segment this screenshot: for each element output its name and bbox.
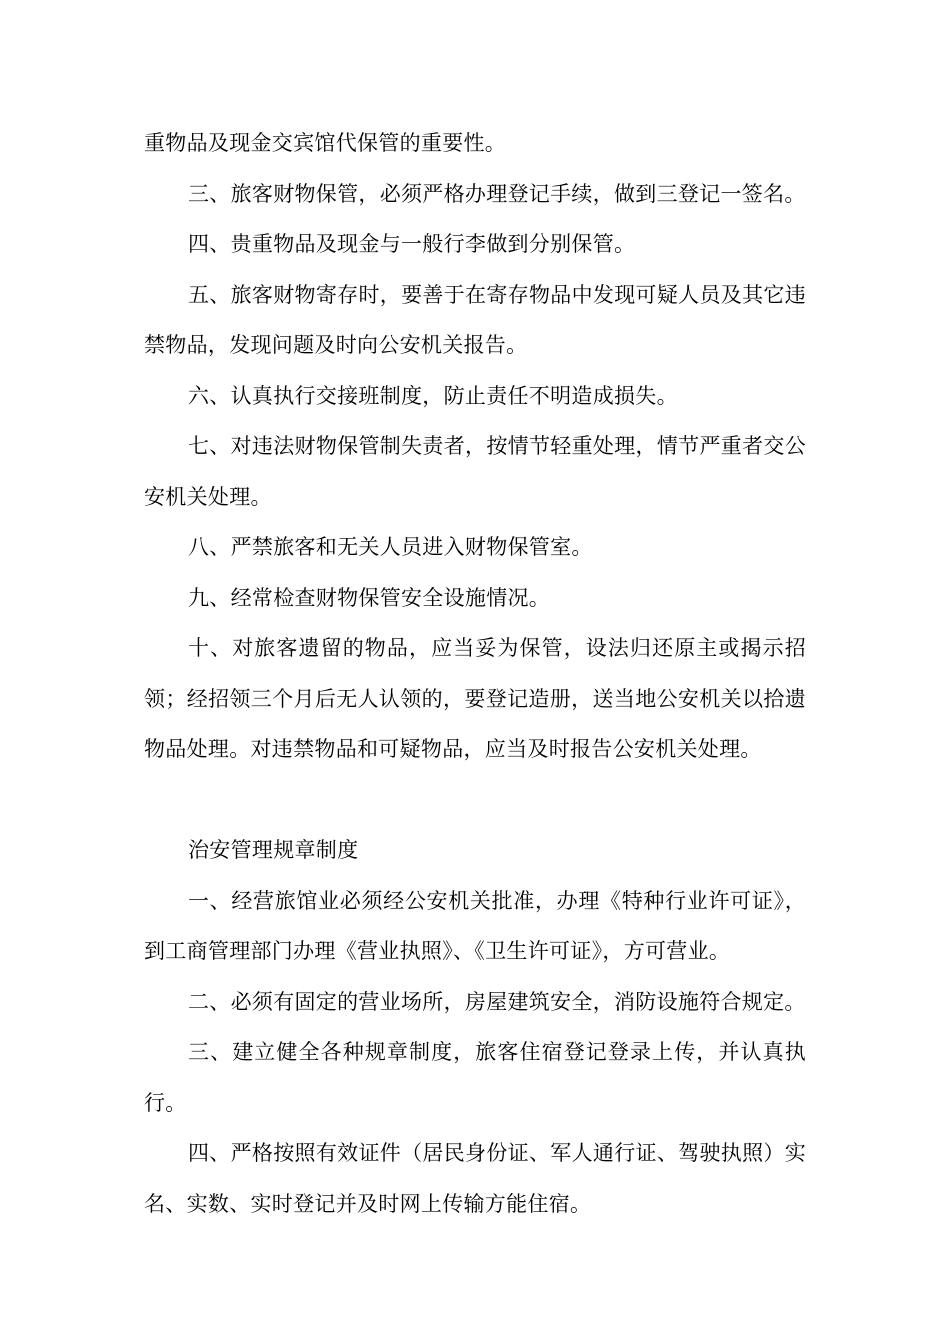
paragraph-item-10: 十、对旅客遗留的物品，应当妥为保管，设法归还原主或揭示招领；经招领三个月后无人认领的，要登记造册，送当地公安机关以拾遗物品处理。对违禁物品和可疑物品，应当及时报告公安机关处理。: [144, 636, 806, 761]
paragraph-item-7: 七、对违法财物保管制失责者，按情节轻重处理，情节严重者交公安机关处理。: [144, 434, 806, 509]
paragraph-item-4: 四、贵重物品及现金与一般行李做到分别保管。: [188, 232, 636, 256]
section-spacer: [144, 775, 806, 826]
paragraph-continuation: 重物品及现金交宾馆代保管的重要性。: [144, 131, 507, 155]
regulation-item-2: 二、必须有固定的营业场所，房屋建筑安全，消防设施符合规定。: [188, 989, 806, 1014]
paragraph-item-8: 八、严禁旅客和无关人员进入财物保管室。: [188, 535, 593, 559]
paragraph-item-5: 五、旅客财物寄存时，要善于在寄存物品中发现可疑人员及其它违禁物品，发现问题及时向公安机关报告。: [144, 282, 806, 357]
paragraph-item-6: 六、认真执行交接班制度，防止责任不明造成损失。: [188, 383, 678, 408]
regulation-item-4: 四、严格按照有效证件（居民身份证、军人通行证、驾驶执照）实名、实数、实时登记并及时网上传输方能住宿。: [144, 1141, 806, 1216]
regulation-item-3: 三、建立健全各种规章制度，旅客住宿登记登录上传，并认真执行。: [144, 1040, 806, 1115]
paragraph-item-3: 三、旅客财物保管，必须严格办理登记手续，做到三登记一签名。: [188, 181, 806, 206]
regulation-item-1: 一、经营旅馆业必须经公安机关批准，办理《特种行业许可证》，到工商管理部门办理《营业执照》、《卫生许可证》，方可营业。: [144, 888, 806, 963]
paragraph-item-9: 九、经常检查财物保管安全设施情况。: [188, 585, 551, 610]
section-title: 治安管理规章制度: [188, 838, 359, 862]
document-body: [144, 118, 806, 1229]
